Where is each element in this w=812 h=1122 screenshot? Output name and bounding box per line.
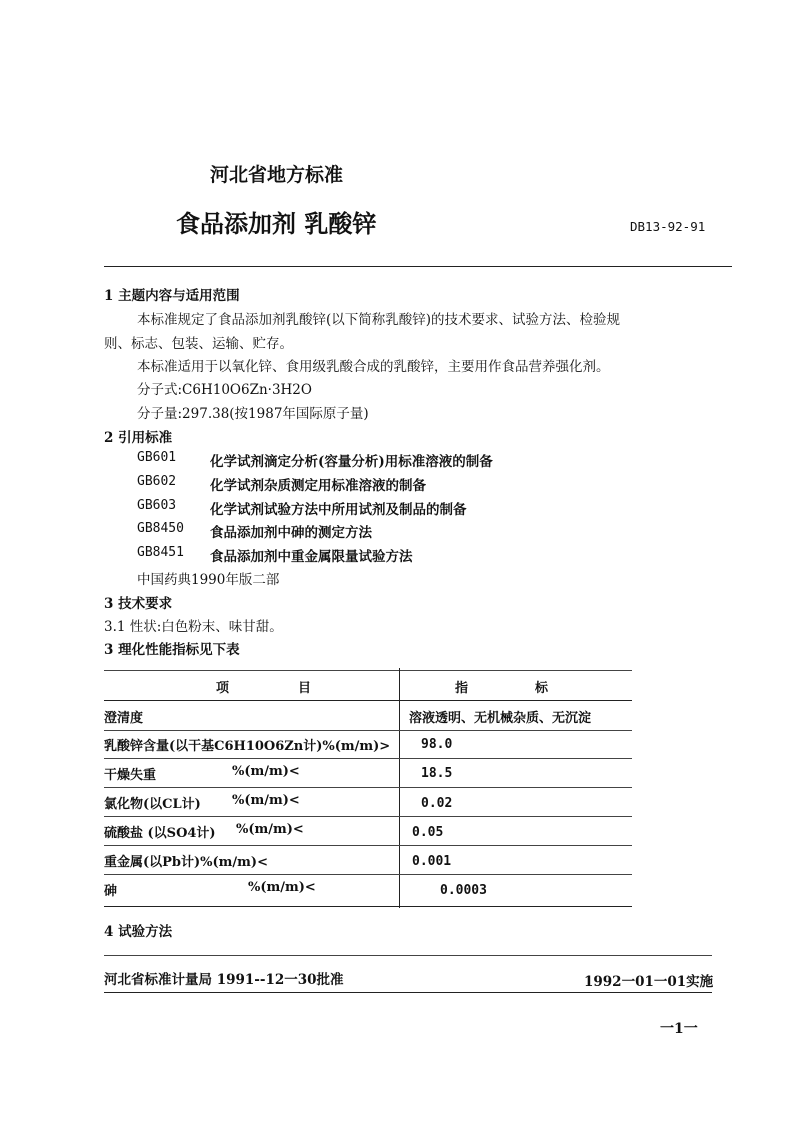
standard-code: DB13-92-91 xyxy=(630,219,706,234)
table-bottom-rule xyxy=(104,906,632,907)
row-heavy-metal-value: 0.001 xyxy=(412,854,452,869)
header-item-char-2: 目 xyxy=(298,681,312,696)
table-row-rule xyxy=(104,874,632,875)
reference-title: 食品添加剂中重金属限量试验方法 xyxy=(210,549,413,565)
row-sulfate-item: 硫酸盐 (以SO4计) xyxy=(104,826,216,841)
row-clarity-value: 溶液透明、无机械杂质、无沉淀 xyxy=(409,711,592,726)
row-drying-loss-value: 18.5 xyxy=(421,766,453,781)
table-header-rule xyxy=(104,700,632,701)
table-row-rule xyxy=(104,787,632,788)
reference-code: GB8451 xyxy=(137,545,184,560)
row-arsenic-value: 0.0003 xyxy=(440,883,487,898)
reference-title: 化学试剂杂质测定用标准溶液的制备 xyxy=(210,478,426,494)
section-3-2-table-caption: 3 理化性能指标见下表 xyxy=(104,642,240,658)
reference-code: GB602 xyxy=(137,474,177,489)
reference-title: 食品添加剂中砷的测定方法 xyxy=(210,525,372,541)
section-1-para1-line1: 本标准规定了食品添加剂乳酸锌(以下简称乳酸锌)的技术要求、试验方法、检验规 xyxy=(137,312,621,328)
section-1-para1-line2: 则、标志、包装、运输、贮存。 xyxy=(104,336,293,352)
header-item-char-1: 项 xyxy=(216,681,230,696)
section-4-heading: 4 试验方法 xyxy=(104,924,173,940)
approval-info: 河北省标准计量局 1991--12一30批准 xyxy=(104,972,344,988)
table-top-rule xyxy=(104,670,632,671)
org-standard-label: 河北省地方标准 xyxy=(210,164,344,186)
section-1-heading: 1 主题内容与适用范围 xyxy=(104,288,240,304)
section-1-para2: 本标准适用于以氧化锌、食用级乳酸合成的乳酸锌，主要用作食品营养强化剂。 xyxy=(137,359,610,375)
molecular-formula: 分子式:C6H10O6Zn·3H2O xyxy=(137,382,312,398)
row-chloride-value: 0.02 xyxy=(421,796,453,811)
section-2-heading: 2 引用标准 xyxy=(104,430,173,446)
page-title: 食品添加剂 乳酸锌 xyxy=(176,209,377,238)
reference-code: GB8450 xyxy=(137,521,184,536)
reference-code: GB603 xyxy=(137,498,177,513)
row-chloride-item: 氯化物(以CL计) xyxy=(104,797,201,812)
table-column-divider xyxy=(399,668,400,908)
header-index-char-1: 指 xyxy=(455,681,469,696)
table-row-rule xyxy=(104,816,632,817)
row-arsenic-item: 砷 xyxy=(104,884,118,899)
effective-date: 1992一01一01实施 xyxy=(584,974,714,990)
row-arsenic-unit: %(m/m)< xyxy=(248,880,316,895)
footer-divider-bottom xyxy=(104,992,712,993)
row-content-item: 乳酸锌含量(以干基C6H10O6Zn计)%(m/m)> xyxy=(104,739,391,754)
row-sulfate-unit: %(m/m)< xyxy=(236,822,304,837)
pharmacopoeia-reference: 中国药典1990年版二部 xyxy=(137,572,280,588)
row-chloride-unit: %(m/m)< xyxy=(232,793,300,808)
header-divider xyxy=(104,266,732,267)
row-drying-loss-item: 干燥失重 xyxy=(104,768,157,783)
reference-code: GB601 xyxy=(137,450,177,465)
table-row-rule xyxy=(104,845,632,846)
row-drying-loss-unit: %(m/m)< xyxy=(232,764,300,779)
footer-divider-top xyxy=(104,955,712,956)
reference-title: 化学试剂滴定分析(容量分析)用标准溶液的制备 xyxy=(210,454,493,470)
row-clarity-item: 澄清度 xyxy=(104,711,144,726)
header-index-char-2: 标 xyxy=(535,681,549,696)
section-3-1-appearance: 3.1 性状:白色粉末、味甘甜。 xyxy=(104,619,283,635)
row-sulfate-value: 0.05 xyxy=(412,825,444,840)
row-content-value: 98.0 xyxy=(421,737,453,752)
table-row-rule xyxy=(104,758,632,759)
table-row-rule xyxy=(104,730,632,731)
reference-title: 化学试剂试验方法中所用试剂及制品的制备 xyxy=(210,502,467,518)
row-heavy-metal-item: 重金属(以Pb计)%(m/m)< xyxy=(104,855,268,870)
molecular-weight: 分子量:297.38(按1987年国际原子量) xyxy=(137,406,369,422)
section-3-heading: 3 技术要求 xyxy=(104,596,173,612)
page-number: 一1一 xyxy=(660,1021,698,1037)
